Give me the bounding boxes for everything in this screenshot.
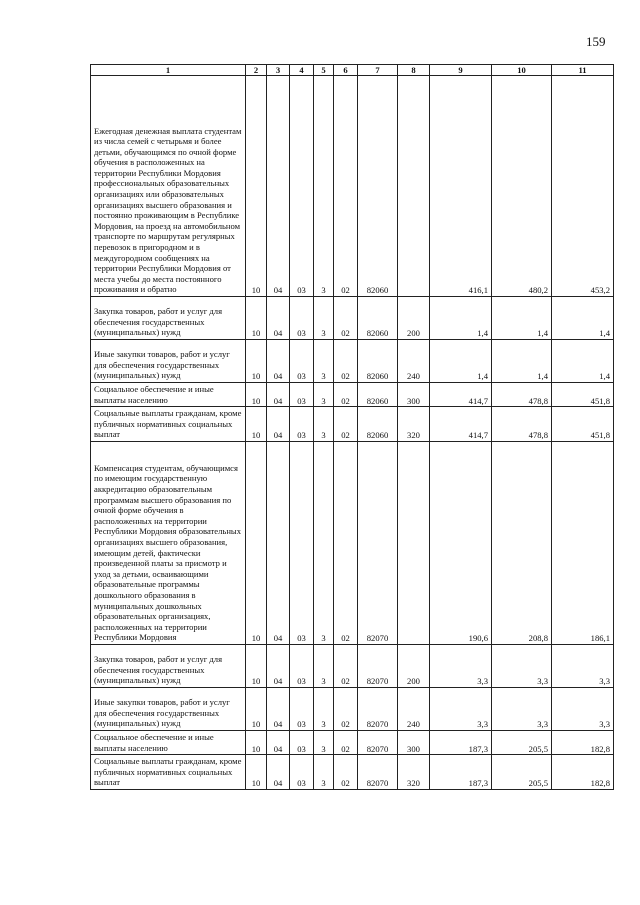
column-header: 1 — [91, 65, 246, 76]
row-name: Социальные выплаты гражданам, кроме публичных нормативных социальных выплат — [91, 755, 246, 790]
cell-code: 320 — [398, 407, 430, 442]
column-header: 11 — [552, 65, 614, 76]
column-header: 9 — [430, 65, 492, 76]
cell-amount: 3,3 — [552, 687, 614, 730]
cell-code — [398, 76, 430, 297]
cell-amount: 480,2 — [492, 76, 552, 297]
column-header: 7 — [358, 65, 398, 76]
cell-code: 82060 — [358, 76, 398, 297]
cell-amount: 3,3 — [552, 644, 614, 687]
cell-amount: 1,4 — [430, 340, 492, 383]
cell-amount: 205,5 — [492, 730, 552, 754]
cell-code: 3 — [314, 755, 334, 790]
cell-amount: 478,8 — [492, 383, 552, 407]
cell-amount: 1,4 — [492, 340, 552, 383]
cell-code: 82060 — [358, 407, 398, 442]
cell-amount: 182,8 — [552, 755, 614, 790]
table-row — [91, 687, 614, 730]
cell-code: 3 — [314, 383, 334, 407]
row-name: Социальное обеспечение и иные выплаты населению — [91, 730, 246, 754]
row-name: Закупка товаров, работ и услуг для обеспечения государственных (муниципальных) нужд — [91, 644, 246, 687]
cell-code: 10 — [246, 340, 267, 383]
cell-amount: 208,8 — [492, 441, 552, 644]
page-number: 159 — [586, 34, 606, 49]
cell-code: 02 — [334, 687, 358, 730]
cell-amount: 182,8 — [552, 730, 614, 754]
cell-amount: 3,3 — [492, 644, 552, 687]
cell-code: 03 — [290, 340, 314, 383]
cell-code: 82060 — [358, 340, 398, 383]
column-header: 10 — [492, 65, 552, 76]
cell-code: 02 — [334, 755, 358, 790]
header-row — [91, 65, 614, 76]
cell-code: 04 — [267, 644, 290, 687]
row-name: Социальное обеспечение и иные выплаты населению — [91, 383, 246, 407]
cell-code: 02 — [334, 76, 358, 297]
cell-code: 03 — [290, 76, 314, 297]
cell-code: 02 — [334, 383, 358, 407]
cell-amount: 186,1 — [552, 441, 614, 644]
cell-code: 200 — [398, 297, 430, 340]
table-row — [91, 383, 614, 407]
cell-code: 10 — [246, 441, 267, 644]
cell-code: 82070 — [358, 687, 398, 730]
cell-code: 240 — [398, 340, 430, 383]
cell-amount: 414,7 — [430, 383, 492, 407]
cell-code: 240 — [398, 687, 430, 730]
row-name: Иные закупки товаров, работ и услуг для обеспечения государственных (муниципальных) нужд — [91, 687, 246, 730]
cell-code: 3 — [314, 644, 334, 687]
cell-code: 02 — [334, 407, 358, 442]
cell-code: 3 — [314, 730, 334, 754]
cell-code: 04 — [267, 755, 290, 790]
cell-code: 03 — [290, 297, 314, 340]
table-row — [91, 644, 614, 687]
row-name: Социальные выплаты гражданам, кроме публичных нормативных социальных выплат — [91, 407, 246, 442]
cell-code: 03 — [290, 644, 314, 687]
cell-code: 04 — [267, 340, 290, 383]
cell-amount: 187,3 — [430, 730, 492, 754]
cell-code: 04 — [267, 687, 290, 730]
cell-code: 03 — [290, 441, 314, 644]
cell-code: 04 — [267, 76, 290, 297]
row-name: Компенсация студентам, обучающимся по имеющим государственную аккредитацию образовательным программам высшего образования по очной форме обучения в расположенных на территории Республики Мордовия образовательных организациях высшего образования, имеющим детей, фактически произведенной платы за присмотр и уход за детьми, осваивающими образовательные программы дошкольного образования в муниципальных дошкольных образовательных организациях, расположенных на территории Республики Мордовия — [91, 441, 246, 644]
cell-amount: 416,1 — [430, 76, 492, 297]
cell-code: 3 — [314, 441, 334, 644]
table-row — [91, 407, 614, 442]
cell-code: 03 — [290, 383, 314, 407]
cell-amount: 1,4 — [552, 340, 614, 383]
cell-amount: 453,2 — [552, 76, 614, 297]
table-row — [91, 297, 614, 340]
cell-amount: 1,4 — [552, 297, 614, 340]
column-header: 6 — [334, 65, 358, 76]
cell-code: 04 — [267, 441, 290, 644]
cell-amount: 414,7 — [430, 407, 492, 442]
cell-amount: 3,3 — [430, 644, 492, 687]
cell-amount: 3,3 — [430, 687, 492, 730]
cell-code: 82070 — [358, 755, 398, 790]
row-name: Иные закупки товаров, работ и услуг для обеспечения государственных (муниципальных) нужд — [91, 340, 246, 383]
cell-code: 3 — [314, 76, 334, 297]
column-header: 2 — [246, 65, 267, 76]
cell-code: 10 — [246, 297, 267, 340]
cell-code: 02 — [334, 730, 358, 754]
cell-amount: 3,3 — [492, 687, 552, 730]
cell-code: 10 — [246, 76, 267, 297]
cell-amount: 451,8 — [552, 407, 614, 442]
cell-code: 82060 — [358, 383, 398, 407]
column-header: 3 — [267, 65, 290, 76]
budget-table — [90, 64, 614, 790]
cell-code: 300 — [398, 383, 430, 407]
cell-code — [398, 441, 430, 644]
cell-code: 02 — [334, 340, 358, 383]
column-header: 8 — [398, 65, 430, 76]
table-row — [91, 340, 614, 383]
cell-code: 3 — [314, 407, 334, 442]
cell-code: 82070 — [358, 644, 398, 687]
cell-code: 82060 — [358, 297, 398, 340]
table-row — [91, 441, 614, 644]
cell-code: 02 — [334, 644, 358, 687]
cell-code: 82070 — [358, 730, 398, 754]
cell-amount: 1,4 — [492, 297, 552, 340]
cell-code: 03 — [290, 687, 314, 730]
budget-table-container — [90, 64, 614, 790]
cell-code: 02 — [334, 441, 358, 644]
cell-code: 200 — [398, 644, 430, 687]
cell-code: 10 — [246, 644, 267, 687]
cell-amount: 451,8 — [552, 383, 614, 407]
cell-code: 300 — [398, 730, 430, 754]
table-row — [91, 76, 614, 297]
cell-code: 3 — [314, 297, 334, 340]
cell-code: 03 — [290, 730, 314, 754]
cell-code: 10 — [246, 755, 267, 790]
table-row — [91, 730, 614, 754]
cell-code: 10 — [246, 687, 267, 730]
column-header: 5 — [314, 65, 334, 76]
cell-code: 3 — [314, 687, 334, 730]
cell-code: 03 — [290, 755, 314, 790]
cell-amount: 478,8 — [492, 407, 552, 442]
cell-code: 3 — [314, 340, 334, 383]
cell-code: 04 — [267, 297, 290, 340]
cell-code: 10 — [246, 730, 267, 754]
cell-amount: 187,3 — [430, 755, 492, 790]
table-row — [91, 755, 614, 790]
cell-code: 04 — [267, 383, 290, 407]
cell-code: 10 — [246, 407, 267, 442]
cell-code: 04 — [267, 730, 290, 754]
cell-code: 82070 — [358, 441, 398, 644]
row-name: Ежегодная денежная выплата студентам из числа семей с четырьмя и более детьми, обучающимся по очной форме обучения в расположенных на территории Республики Мордовия профессиональных образовательных организациях или образовательных организациях высшего образования и постоянно проживающим в Республике Мордовия, на проезд на автомобильном транспорте по маршрутам регулярных перевозок в пригородном и в междугородном сообщениях на территории Республики Мордовия от места учебы до места постоянного проживания и обратно — [91, 76, 246, 297]
column-header: 4 — [290, 65, 314, 76]
row-name: Закупка товаров, работ и услуг для обеспечения государственных (муниципальных) нужд — [91, 297, 246, 340]
cell-code: 320 — [398, 755, 430, 790]
cell-amount: 190,6 — [430, 441, 492, 644]
cell-code: 10 — [246, 383, 267, 407]
cell-code: 03 — [290, 407, 314, 442]
cell-code: 04 — [267, 407, 290, 442]
cell-amount: 1,4 — [430, 297, 492, 340]
cell-amount: 205,5 — [492, 755, 552, 790]
cell-code: 02 — [334, 297, 358, 340]
